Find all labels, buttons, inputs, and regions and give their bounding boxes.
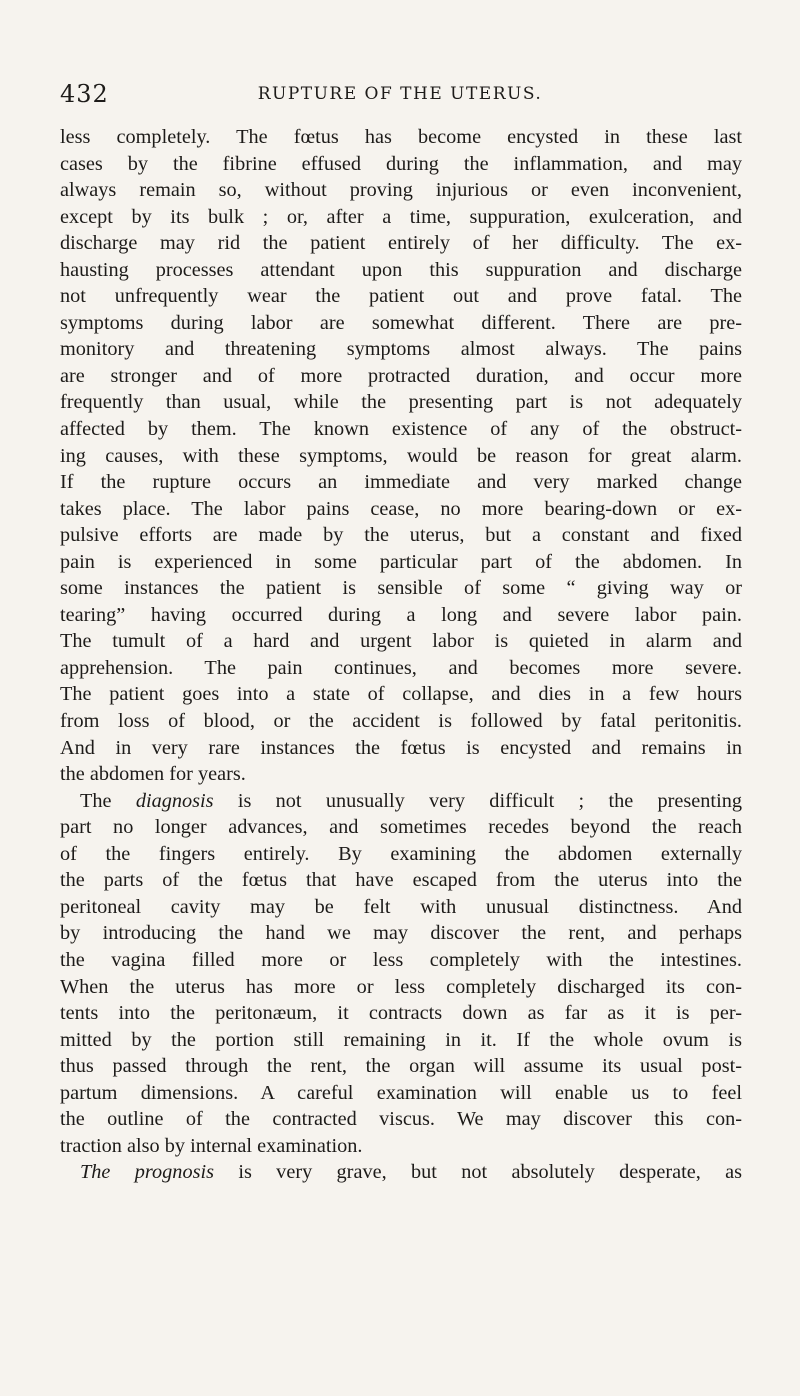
text-line: frequently than usual, while the presenting part is not adequately	[60, 391, 742, 414]
text-line: If the rupture occurs an immediate and very marked change	[60, 471, 742, 494]
text-line: traction also by internal examination.	[60, 1134, 363, 1157]
text-line: symptoms during labor are somewhat different. There are pre-	[60, 311, 742, 334]
diagnosis-rest: is not unusually very difficult ; the presenting	[213, 789, 742, 812]
body-text	[60, 124, 742, 1186]
text-line: by introducing the hand we may discover the rent, and perhaps	[60, 922, 742, 945]
text-line: discharge may rid the patient entirely of her difficulty. The ex-	[60, 232, 742, 255]
text-line: part no longer advances, and sometimes recedes beyond the reach	[60, 816, 742, 839]
text-line: less completely. The fœtus has become encysted in these last	[60, 126, 742, 148]
text-line: thus passed through the rent, the organ will assume its usual post-	[60, 1055, 742, 1078]
text-line: And in very rare instances the fœtus is encysted and remains in	[60, 736, 742, 759]
text-line: hausting processes attendant upon this suppuration and discharge	[60, 258, 742, 281]
text-line: the parts of the fœtus that have escaped from the uterus into the	[60, 869, 742, 892]
text-line: of the fingers entirely. By examining the abdomen externally	[60, 842, 742, 865]
text-line: except by its bulk ; or, after a time, suppuration, exulceration, and	[60, 205, 742, 228]
text-line: pulsive efforts are made by the uterus, but a constant and fixed	[60, 524, 742, 547]
text-line: ing causes, with these symptoms, would be reason for great alarm.	[60, 444, 742, 467]
text-line: from loss of blood, or the accident is followed by fatal peritonitis.	[60, 710, 742, 733]
text-line: tents into the peritonæum, it contracts down as far as it is per-	[60, 1002, 742, 1025]
text-line: apprehension. The pain continues, and becomes more severe.	[60, 656, 742, 679]
prognosis-paragraph-start	[60, 1159, 742, 1186]
diagnosis-paragraph-start	[60, 788, 742, 815]
text-line: are stronger and of more protracted duration, and occur more	[60, 364, 742, 387]
text-line: The patient goes into a state of collapse, and dies in a few hours	[60, 683, 742, 706]
text-line: some instances the patient is sensible of some “ giving way or	[60, 577, 742, 600]
diagnosis-lead: The	[80, 789, 136, 812]
text-line: When the uterus has more or less completely discharged its con-	[60, 975, 742, 998]
text-line: The tumult of a hard and urgent labor is quieted in alarm and	[60, 630, 742, 653]
diagnosis-term: diagnosis	[135, 789, 214, 812]
text-line: peritoneal cavity may be felt with unusual distinctness. And	[60, 895, 742, 918]
text-line: mitted by the portion still remaining in it. If the whole ovum is	[60, 1028, 742, 1051]
text-line: cases by the fibrine effused during the inflammation, and may	[60, 152, 742, 175]
prognosis-rest: is very grave, but not absolutely desperate, as	[214, 1161, 742, 1184]
text-line: not unfrequently wear the patient out and prove fatal. The	[60, 285, 742, 308]
text-line: pain is experienced in some particular part of the abdomen. In	[60, 550, 742, 573]
text-line: monitory and threatening symptoms almost always. The pains	[60, 338, 742, 361]
text-line: always remain so, without proving injurious or even inconvenient,	[60, 179, 742, 202]
text-line: takes place. The labor pains cease, no more bearing-down or ex-	[60, 497, 742, 520]
running-head: RUPTURE OF THE UTERUS.	[257, 84, 543, 104]
text-line: tearing” having occurred during a long and severe labor pain.	[60, 603, 742, 626]
page-header	[60, 80, 740, 110]
text-line: the vagina filled more or less completely with the intestines.	[60, 948, 742, 971]
text-line: partum dimensions. A careful examination will enable us to feel	[60, 1081, 742, 1104]
text-line: the outline of the contracted viscus. We may discover this con-	[60, 1108, 742, 1131]
text-line: affected by them. The known existence of any of the obstruct-	[60, 418, 742, 441]
prognosis-term: The prognosis	[80, 1161, 215, 1184]
text-line: the abdomen for years.	[60, 763, 246, 786]
page-number: 432	[60, 80, 109, 108]
